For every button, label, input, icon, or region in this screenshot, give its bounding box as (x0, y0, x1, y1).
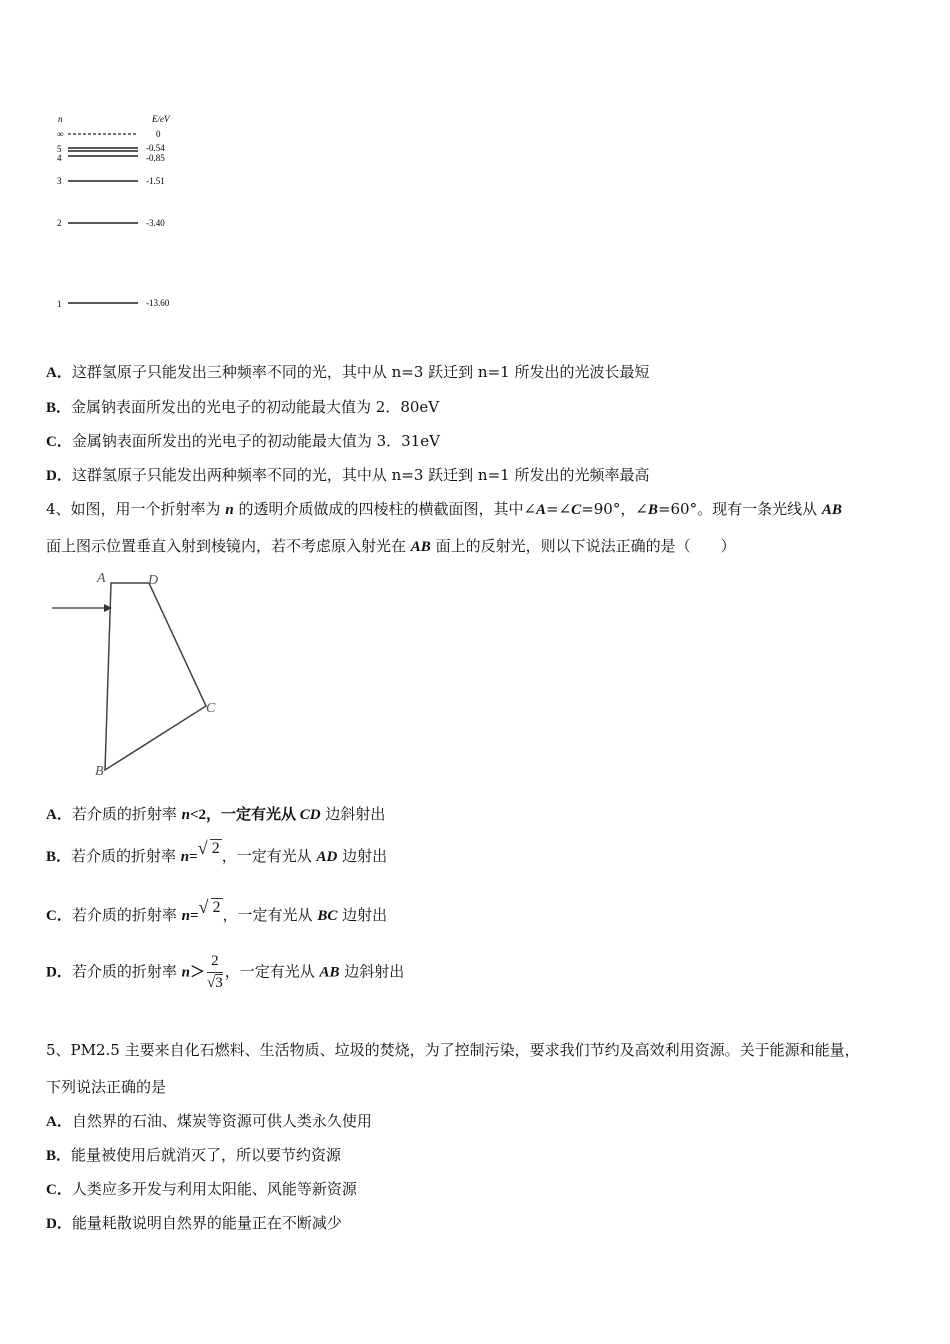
option-letter: C． (46, 1182, 72, 1198)
var-n: n (181, 964, 190, 981)
axis-n-label: n (58, 114, 63, 124)
fraction-denominator-radicand: 3 (215, 975, 223, 991)
q5-option-c (46, 1178, 357, 1199)
level-n-1: 1 (57, 299, 62, 309)
vertex-label-c: C (206, 701, 216, 716)
option-letter: B． (46, 400, 72, 416)
option-text: 能量被使用后就消灭了，所以要节约资源 (71, 1146, 342, 1164)
option-letter: C． (46, 908, 72, 924)
level-e-4: -0.85 (146, 153, 165, 163)
var-b: B (647, 502, 658, 518)
option-text: 边射出 (337, 847, 388, 865)
var-n: n (225, 502, 234, 518)
vertex-label-a: A (97, 571, 106, 586)
q5-stem-line1 (46, 1039, 860, 1060)
option-letter: D． (46, 1216, 72, 1232)
option-text: 边斜射出 (320, 805, 386, 823)
option-text: 人类应多开发与利用太阳能、风能等新资源 (71, 1180, 357, 1198)
q4-option-c (46, 899, 387, 925)
q4-stem-line1 (46, 498, 842, 519)
option-letter: D． (46, 468, 72, 484)
var-ab: AB (821, 502, 842, 518)
vertex-label-b: B (95, 764, 104, 779)
level-e-1: -13.60 (146, 298, 170, 308)
option-letter: A． (46, 807, 72, 823)
option-text: = (189, 908, 199, 924)
level-e-inf: 0 (156, 129, 161, 139)
var-n: n (180, 849, 190, 865)
level-n-3: 3 (57, 176, 62, 186)
option-letter: A． (46, 365, 72, 381)
level-e-3: -1.51 (146, 176, 165, 186)
option-text: 自然界的石油、煤炭等资源可供人类永久使用 (71, 1112, 372, 1130)
option-text: ＞ (189, 964, 205, 981)
level-n-2: 2 (57, 218, 62, 228)
q5-option-b (46, 1144, 341, 1165)
sqrt-radicand: 2 (212, 899, 221, 916)
option-text: <2，一定有光从 (189, 807, 300, 823)
option-text: = (189, 849, 198, 865)
edge-label: AB (319, 964, 340, 981)
prism-outline (105, 583, 206, 770)
sqrt-expression: √ 2 (198, 897, 221, 917)
option-text: 这群氢原子只能发出两种频率不同的光，其中从 n=3 跃迁到 n=1 所发出的光频率最高 (71, 466, 650, 484)
stem-text: 4、如图，用一个折射率为 (46, 500, 226, 518)
stem-text: 5、PM2.5 主要来自化石燃料、生活物质、垃圾的焚烧，为了控制污染，要求我们节约及高效利用资源。关于能源和能量， (46, 1041, 860, 1059)
fraction-expression (207, 953, 223, 992)
q4-option-a (46, 803, 385, 824)
option-text: 能量耗散说明自然界的能量正在不断减少 (71, 1214, 342, 1232)
energy-level-diagram (50, 110, 190, 315)
level-e-5: -0.54 (146, 143, 165, 153)
q5-stem-line2 (46, 1076, 166, 1097)
var-c: C (571, 502, 582, 518)
q4-stem-line2 (46, 535, 736, 556)
level-n-4: 4 (57, 153, 62, 163)
q3-option-c (46, 430, 440, 451)
level-n-inf: ∞ (57, 129, 64, 139)
option-text: ，一定有光从 (222, 906, 318, 924)
q5-option-a (46, 1110, 372, 1131)
option-letter: A． (46, 1114, 72, 1130)
option-text: 若介质的折射率 (71, 962, 182, 981)
option-letter: D． (46, 964, 72, 981)
q5-option-d (46, 1212, 342, 1233)
sqrt-expression: √ 2 (197, 838, 220, 858)
var-n: n (181, 908, 190, 924)
vertex-label-d: D (148, 573, 159, 588)
prism-figure (46, 565, 236, 785)
option-text: 边斜射出 (339, 962, 405, 981)
option-text: 若介质的折射率 (71, 847, 181, 865)
edge-label: AD (316, 849, 338, 865)
q3-option-b (46, 396, 439, 417)
var-a: A (536, 502, 547, 518)
stem-text: 下列说法正确的是 (46, 1078, 167, 1096)
stem-text: 的透明介质做成的四棱柱的横截面图，其中∠ (233, 500, 537, 518)
var-n: n (181, 807, 190, 823)
option-text: ，一定有光从 (224, 962, 320, 981)
var-ab: AB (410, 539, 431, 555)
option-text: 金属钠表面所发出的光电子的初动能最大值为 2．80eV (71, 398, 440, 416)
option-text: 若介质的折射率 (71, 906, 182, 924)
q3-option-a (46, 361, 649, 382)
option-letter: C． (46, 434, 72, 450)
stem-text: =60°。现有一条光线从 (657, 500, 822, 518)
q3-option-d (46, 464, 649, 485)
stem-text: 面上图示位置垂直入射到棱镜内，若不考虑原入射光在 (46, 537, 411, 555)
option-text: ，一定有光从 (221, 847, 317, 865)
fraction-numerator: 2 (211, 953, 219, 969)
level-n-5: 5 (57, 144, 62, 154)
option-text: 若介质的折射率 (71, 805, 182, 823)
stem-text: 面上的反射光，则以下说法正确的是（ ） (430, 537, 736, 555)
option-text: 这群氢原子只能发出三种频率不同的光，其中从 n=3 跃迁到 n=1 所发出的光波长最短 (71, 363, 650, 381)
sqrt-radicand: 2 (211, 840, 220, 857)
option-letter: B． (46, 1148, 72, 1164)
edge-label: CD (299, 807, 321, 823)
option-text: 边射出 (337, 906, 388, 924)
edge-label: BC (317, 908, 338, 924)
stem-text: =90°，∠ (581, 500, 648, 518)
level-e-2: -3.40 (146, 218, 165, 228)
option-letter: B． (46, 849, 72, 865)
option-text: 金属钠表面所发出的光电子的初动能最大值为 3．31eV (71, 432, 440, 450)
fraction-denominator: √3 (207, 972, 223, 992)
stem-text: =∠ (546, 500, 572, 518)
q4-option-b (46, 840, 387, 866)
axis-e-label: E/eV (152, 114, 170, 124)
q4-option-d (46, 953, 404, 992)
